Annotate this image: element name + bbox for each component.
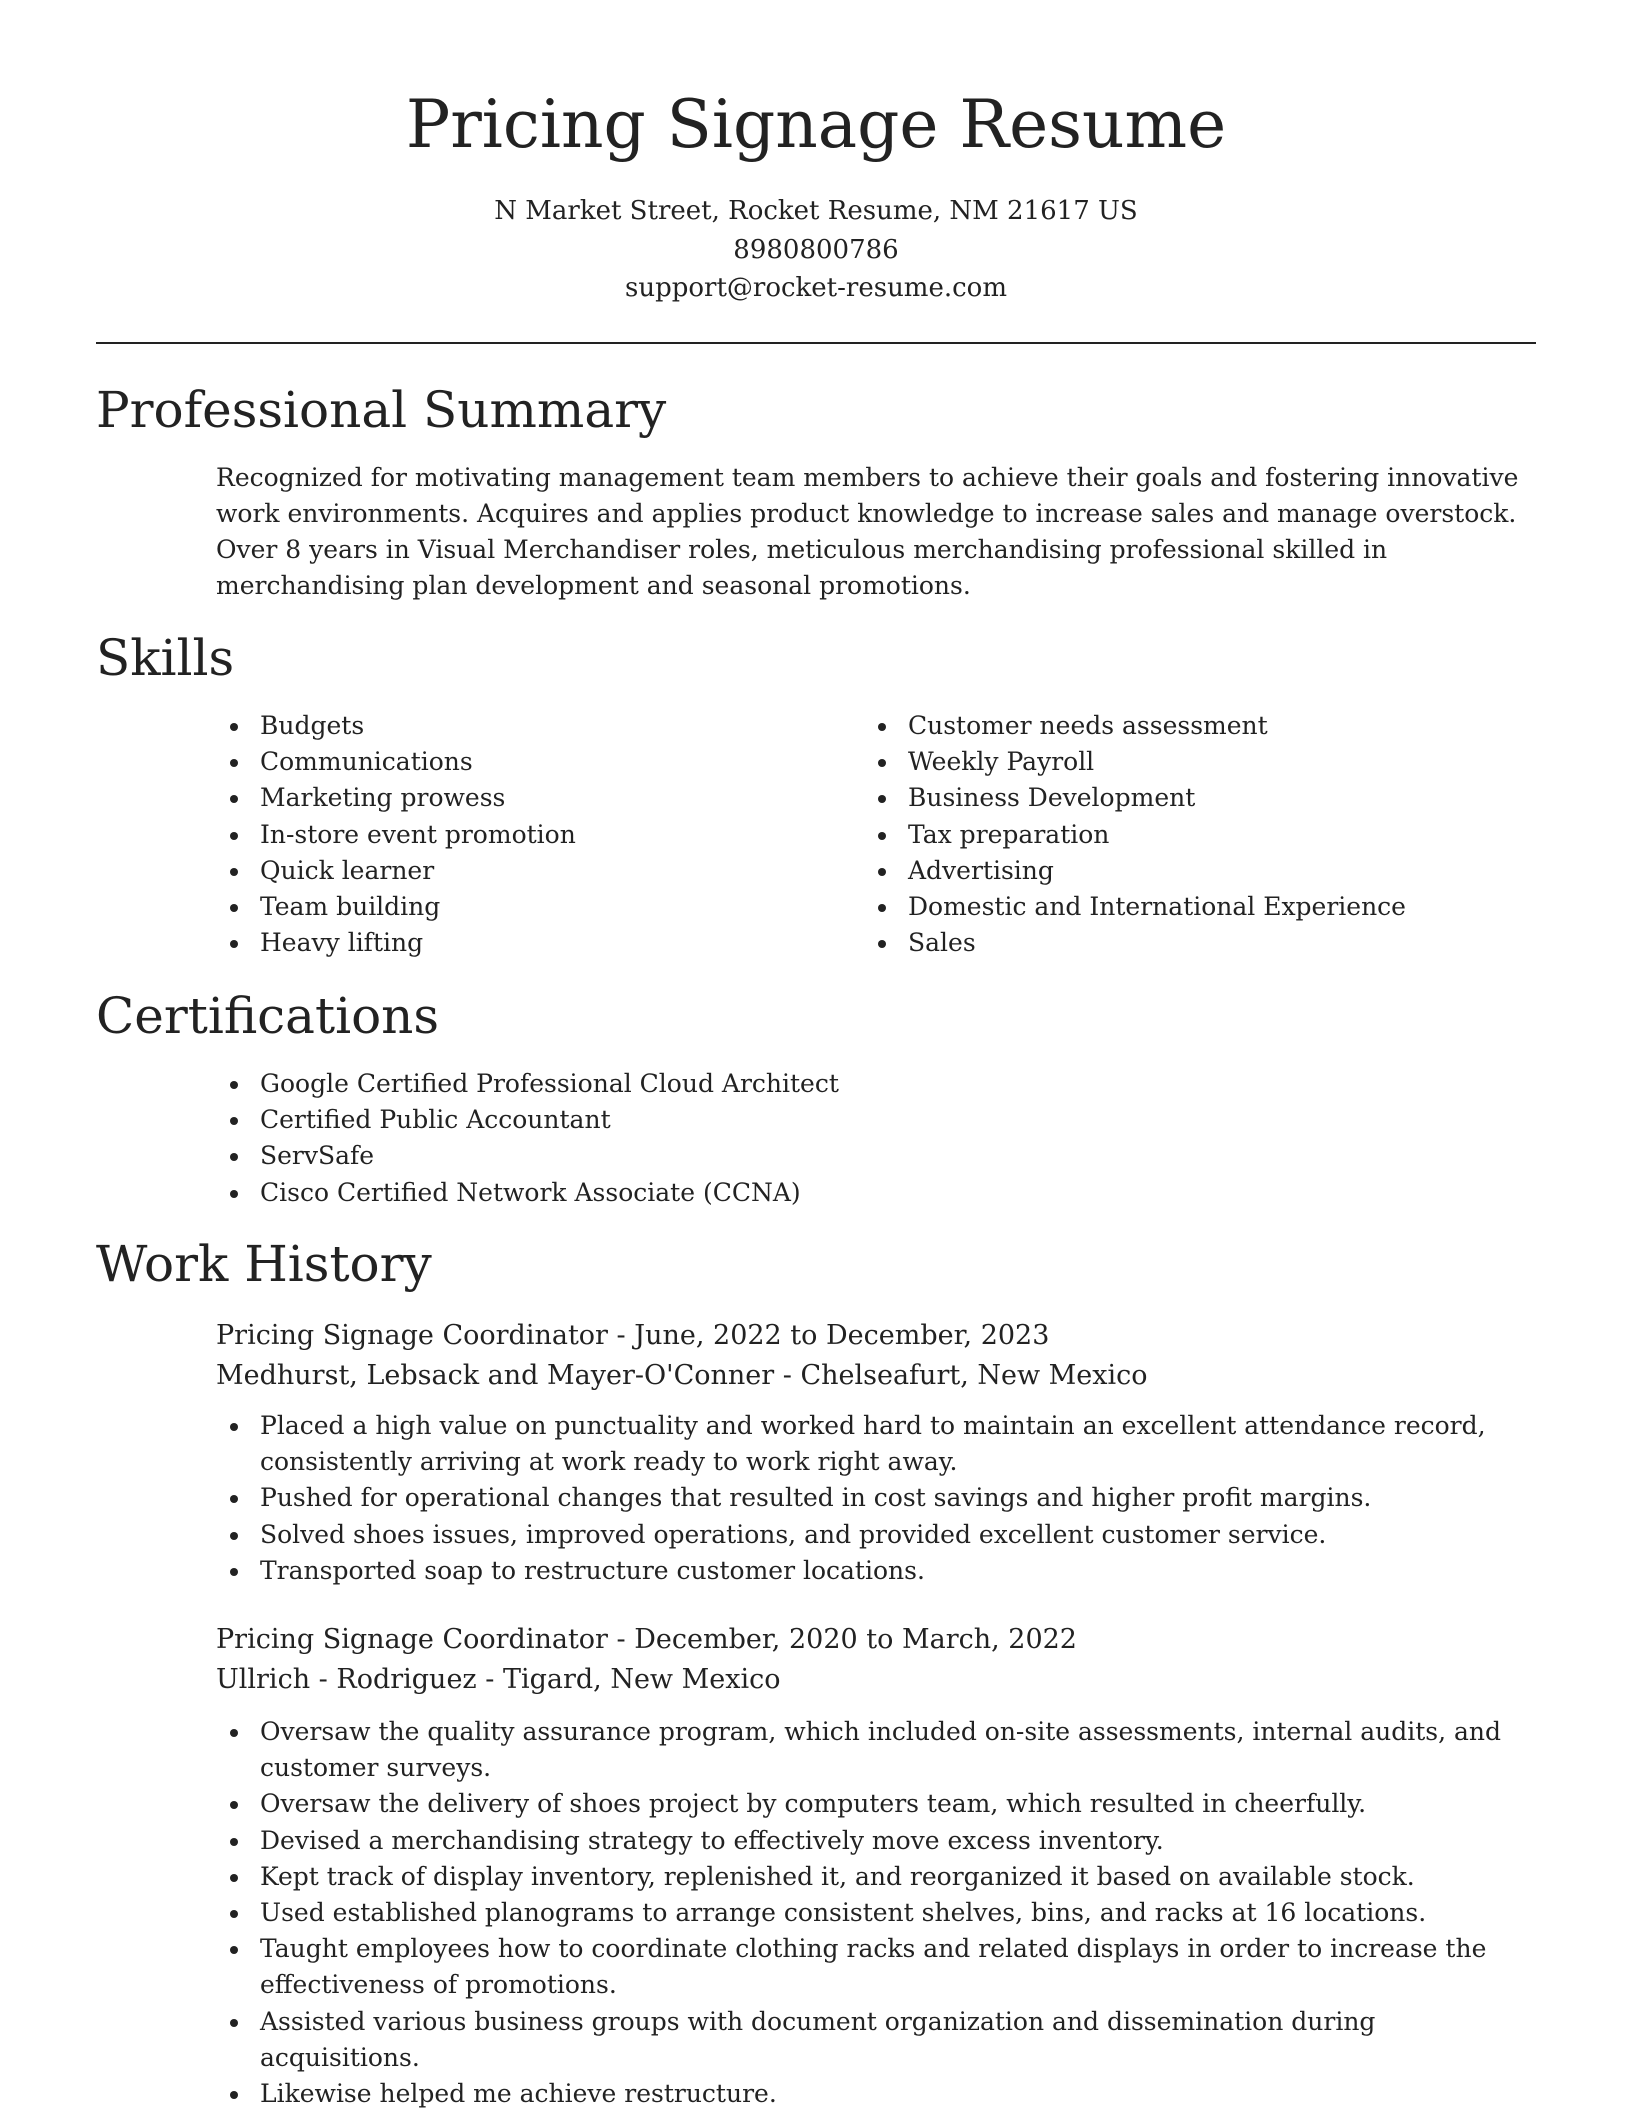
certifications-heading: Certifications — [96, 987, 440, 1045]
certification-item: Google Certified Professional Cloud Architect — [216, 1066, 1536, 1102]
job-bullet: Kept track of display inventory, replenished it, and reorganized it based on available stock. — [216, 1859, 1536, 1895]
job-company-line — [216, 1660, 781, 1700]
job-bullet: Placed a high value on punctuality and worked hard to maintain an excellent attendance record, consistently arriving at work ready to work right away. — [216, 1408, 1536, 1480]
skill-item: Business Development — [864, 780, 1536, 816]
contact-email: support@rocket-resume.com — [624, 273, 1007, 303]
resume-title: Pricing Signage Resume — [405, 86, 1227, 163]
job-dates: December, 2020 to March, 2022 — [634, 1624, 1077, 1655]
job-bullets — [216, 1408, 1536, 1589]
job-title-line — [216, 1316, 1049, 1356]
job-company-line — [216, 1356, 1148, 1396]
header-divider — [96, 342, 1536, 344]
separator: - — [607, 1320, 635, 1351]
job-role: Pricing Signage Coordinator — [216, 1320, 608, 1351]
job-company: Medhurst, Lebsack and Mayer-O'Conner — [216, 1360, 775, 1391]
job-dates: June, 2022 to December, 2023 — [634, 1320, 1050, 1351]
skill-item: Quick learner — [216, 853, 816, 889]
separator: - — [607, 1624, 635, 1655]
job-bullet: Solved shoes issues, improved operations, and provided excellent customer service. — [216, 1517, 1536, 1553]
skill-item: Sales — [864, 925, 1536, 961]
separator: - — [774, 1360, 801, 1391]
job-company: Ullrich - Rodriguez — [216, 1664, 477, 1695]
job-bullet: Taught employees how to coordinate clothing racks and related displays in order to increase the effectiveness of promotions. — [216, 1931, 1536, 2003]
skill-item: Advertising — [864, 853, 1536, 889]
contact-address: N Market Street, Rocket Resume, NM 21617 US — [494, 196, 1138, 226]
job-bullet: Devised a merchandising strategy to effectively move excess inventory. — [216, 1823, 1536, 1859]
certification-item: Cisco Certified Network Associate (CCNA) — [216, 1175, 1536, 1211]
job-location: Chelseafurt, New Mexico — [800, 1360, 1148, 1391]
job-title-line — [216, 1620, 1077, 1660]
skill-item: Weekly Payroll — [864, 744, 1536, 780]
job-bullet: Oversaw the quality assurance program, which included on-site assessments, internal audits, and customer surveys. — [216, 1714, 1536, 1786]
job-bullets — [216, 1714, 1536, 2112]
skill-item: Tax preparation — [864, 817, 1536, 853]
separator: - — [476, 1664, 503, 1695]
work-history-heading: Work History — [96, 1235, 432, 1293]
job-bullet: Assisted various business groups with document organization and dissemination during acquisitions. — [216, 2004, 1536, 2076]
skill-item: Team building — [216, 889, 816, 925]
skills-list-right — [864, 708, 1536, 961]
certification-item: ServSafe — [216, 1138, 1536, 1174]
skills-list-left — [216, 708, 816, 961]
skill-item: Domestic and International Experience — [864, 889, 1536, 925]
skill-item: Customer needs assessment — [864, 708, 1536, 744]
contact-phone: 8980800786 — [733, 235, 899, 265]
job-bullet: Transported soap to restructure customer locations. — [216, 1553, 1536, 1589]
skill-item: Communications — [216, 744, 816, 780]
summary-text: Recognized for motivating management team members to achieve their goals and fostering innovative work environments. Acquires and applies product knowledge to increase sales and manage overstock. Over 8 years in Visual Merchandiser roles, meticulous merchandising professional skilled in merchandising plan development and seasonal promotions. — [216, 463, 1519, 600]
job-bullet: Oversaw the delivery of shoes project by computers team, which resulted in cheerfully. — [216, 1786, 1536, 1822]
skills-heading: Skills — [96, 629, 235, 687]
job-bullet: Used established planograms to arrange consistent shelves, bins, and racks at 16 locations. — [216, 1895, 1536, 1931]
job-role: Pricing Signage Coordinator — [216, 1624, 608, 1655]
job-bullet: Likewise helped me achieve restructure. — [216, 2076, 1536, 2112]
summary-heading: Professional Summary — [96, 381, 667, 439]
skill-item: Budgets — [216, 708, 816, 744]
job-location: Tigard, New Mexico — [502, 1664, 781, 1695]
certification-item: Certified Public Accountant — [216, 1102, 1536, 1138]
skill-item: Heavy lifting — [216, 925, 816, 961]
certifications-list — [216, 1066, 1536, 1211]
skill-item: In-store event promotion — [216, 817, 816, 853]
job-bullet: Pushed for operational changes that resulted in cost savings and higher profit margins. — [216, 1480, 1536, 1516]
skill-item: Marketing prowess — [216, 780, 816, 816]
